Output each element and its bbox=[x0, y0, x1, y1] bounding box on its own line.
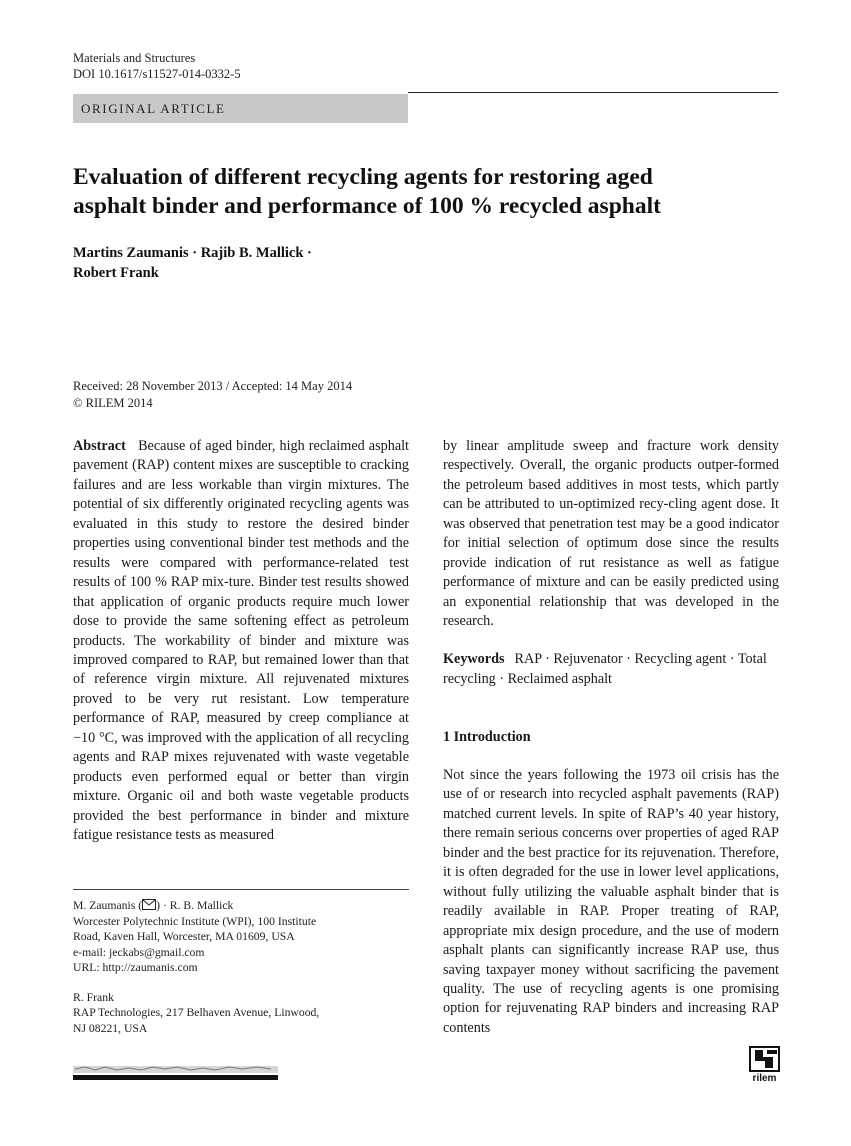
title-line-1: Evaluation of different recycling agents for restoring aged bbox=[73, 164, 653, 190]
keywords-label: Keywords bbox=[443, 651, 505, 667]
keywords bbox=[443, 650, 779, 689]
abstract-left-column bbox=[73, 437, 409, 846]
authors-line-2: Robert Frank bbox=[73, 264, 159, 281]
footnote-affil2-line2: NJ 08221, USA bbox=[73, 1021, 148, 1035]
footnote-affil1-line1: Worcester Polytechnic Institute (WPI), 100 Institute bbox=[73, 914, 317, 928]
section-heading-introduction: 1 Introduction bbox=[443, 729, 531, 745]
springer-barcode-bar bbox=[73, 1066, 278, 1080]
keywords-text: RAP · Rejuvenator · Recycling agent · Total recycling · Reclaimed asphalt bbox=[443, 651, 767, 687]
rilem-logo-text: rilem bbox=[752, 1073, 777, 1084]
footnote-affil1-line2: Road, Kaven Hall, Worcester, MA 01609, USA bbox=[73, 930, 295, 943]
abstract-text-left: Because of aged binder, high reclaimed asphalt pavement (RAP) content mixes are susceptible to cracking failures and are less workable than virgin mixtures. The potential of six differently originated recycling agents was evaluated in this study to restore the desired binder properties using conventional binder test methods and the results were compared with performance-related test results of 100 % RAP mix-ture. Binder test results showed that application of organic products require much lower dose to provide the same softening effect as petroleum products. The workability of binder and mixture was improved compared to RAP, but remained lower than that of reference virgin mixture. All rejuvenated mixtures proved to be very rut resistant. Low temperature performance of RAP, measured by creep compliance at −10 °C, was improved with the application of all recycling agents and RAP mixes rejuvenated with waste vegetable products even performed equal or better than virgin mixture. Organic oil and both waste vegetable products provided the best performance in binder and mixture fatigue resistance tests as measured bbox=[73, 438, 409, 844]
footnote-affil2-line1: RAP Technologies, 217 Belhaven Avenue, Linwood, bbox=[73, 1006, 320, 1019]
footnote-rule bbox=[73, 889, 409, 890]
authors bbox=[73, 244, 312, 283]
journal-header bbox=[73, 50, 241, 82]
footnote-author2: R. Frank bbox=[73, 990, 114, 1004]
authors-line-1: Martins Zaumanis · Rajib B. Mallick · bbox=[73, 245, 312, 261]
introduction-text bbox=[443, 766, 779, 1038]
paper-title bbox=[73, 163, 773, 221]
journal-name: Materials and Structures bbox=[73, 51, 196, 65]
abstract-label: Abstract bbox=[73, 438, 126, 454]
footnote-url[interactable]: URL: http://zaumanis.com bbox=[73, 961, 198, 974]
header-rule bbox=[408, 92, 778, 93]
title-line-2: asphalt binder and performance of 100 % recycled asphalt bbox=[73, 193, 661, 219]
dates bbox=[73, 378, 352, 411]
footnote-author1-pre: M. Zaumanis ( bbox=[73, 899, 143, 912]
abstract-text-right: by linear amplitude sweep and fracture work density respectively. Overall, the organic products outper-formed the petroleum based additives in most tests, which partly can be attributed to un-optimized recy-cling agent dose. It was observed that penetration test may be a good indicator for initial selection of optimum dose since the results provide indication of rut resistance as well as fatigue performance of mixture and can be easily predicted using an exponential relationship that was developed in the research. bbox=[443, 438, 779, 630]
doi: DOI 10.1617/s11527-014-0332-5 bbox=[73, 67, 241, 81]
footnote-author1-post: ) · R. B. Mallick bbox=[156, 899, 234, 912]
abstract-right-column bbox=[443, 437, 779, 632]
article-type-banner: ORIGINAL ARTICLE bbox=[73, 94, 408, 123]
copyright: © RILEM 2014 bbox=[73, 395, 153, 410]
received-accepted: Received: 28 November 2013 / Accepted: 14 May 2014 bbox=[73, 379, 353, 393]
footnote bbox=[73, 898, 409, 1036]
rilem-logo bbox=[749, 1046, 780, 1084]
envelope-icon bbox=[142, 899, 156, 910]
introduction-paragraph: Not since the years following the 1973 oil crisis has the use of or research into recycled asphalt pavements (RAP) matched current levels. In spite of RAP’s 40 year history, there remain serious concerns over properties of aged RAP binder and the best practice for its rejuvenation. Therefore, it is often degraded for the use in lower level applications, without fully utilizing the valuable asphalt binder that is readily available in RAP. Proper treating of RAP, appropriate mix design procedure, and the use of modern asphalt plants can significantly increase RAP use, thus saving taxpayer money without sacrificing the pavement quality. The use of recycling agents is one promising option for rejuvenating RAP binders and increasing RAP contents bbox=[443, 767, 779, 1036]
footnote-email[interactable]: e-mail: jeckabs@gmail.com bbox=[73, 945, 205, 959]
